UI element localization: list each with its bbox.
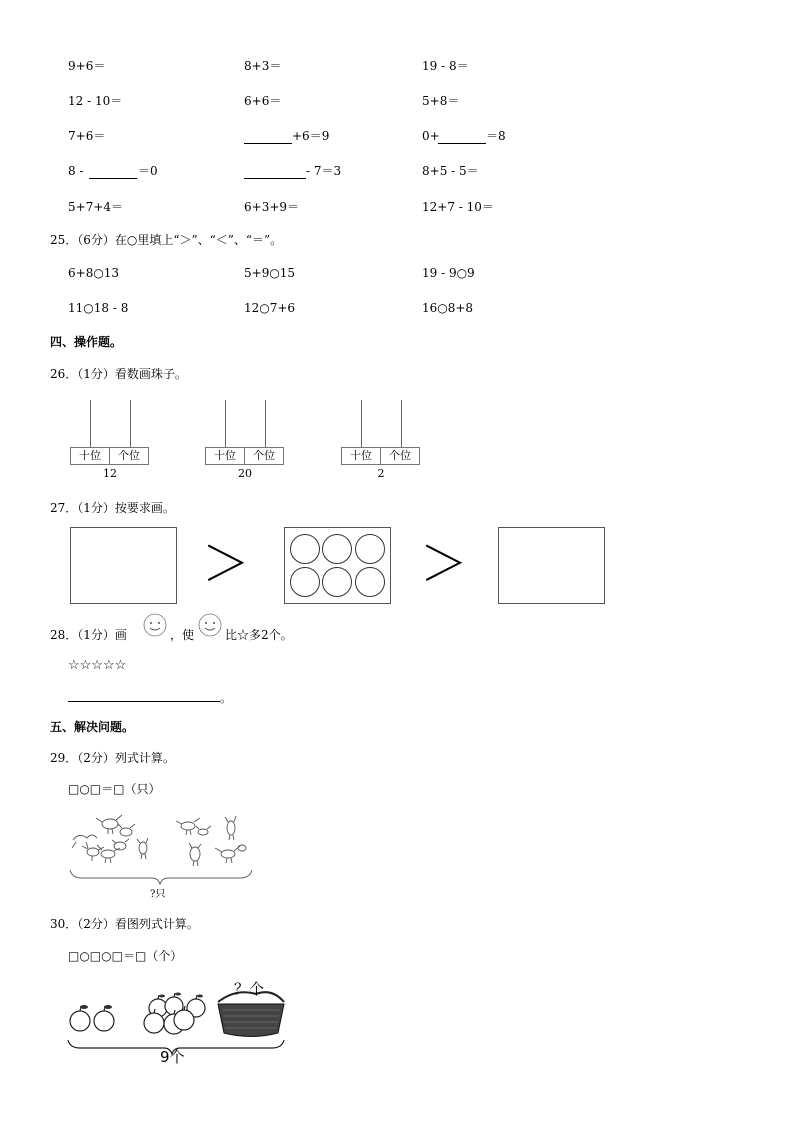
- problem-r4-a-prefix: 8 -: [68, 164, 84, 178]
- answer-blank[interactable]: [438, 128, 486, 144]
- tens-label: 十位: [341, 447, 381, 465]
- tens-label: 十位: [205, 447, 245, 465]
- circle-icon: [322, 534, 352, 564]
- greater-than-symbol: ＞: [202, 536, 251, 592]
- abacus-rod: [90, 400, 91, 447]
- ones-label: 个位: [244, 447, 284, 465]
- compare-r2-c: 16○8+8: [422, 301, 474, 315]
- abacus-rod: [265, 400, 266, 447]
- period-mark: 。: [220, 691, 233, 705]
- compare-r1-a: 6+8○13: [68, 266, 120, 280]
- section-heading-4: 四、操作题。: [50, 335, 123, 349]
- answer-blank[interactable]: [68, 688, 220, 702]
- ones-label: 个位: [380, 447, 420, 465]
- circle-icon: [290, 534, 320, 564]
- abacus-number: 20: [238, 467, 252, 480]
- formula-29: □○□＝□（只）: [68, 782, 161, 796]
- answer-blank[interactable]: [244, 163, 306, 179]
- basket-label: ？个: [234, 980, 265, 998]
- question-26-title: 26．（1分）看数画珠子。: [50, 367, 187, 381]
- problem-r3-c-suffix: ＝8: [486, 129, 506, 143]
- birds-question: ?只: [150, 889, 166, 900]
- drawing-box-right[interactable]: [498, 527, 605, 604]
- abacus-rod: [401, 400, 402, 447]
- compare-r2-a: 11○18 - 8: [68, 301, 129, 315]
- circle-icon: [355, 534, 385, 564]
- problem-r5-a: 5+7+4＝: [68, 200, 124, 214]
- smiley-icon: [198, 613, 222, 637]
- question-28-title-b: ，使: [170, 628, 195, 642]
- problem-r1-c: 19 - 8＝: [422, 59, 469, 73]
- problem-r4-c: 8+5 - 5＝: [422, 164, 479, 178]
- abacus-rod: [130, 400, 131, 447]
- section-heading-5: 五、解决问题。: [50, 720, 135, 734]
- abacus-number: 2: [377, 467, 385, 480]
- problem-r1-a: 9+6＝: [68, 59, 106, 73]
- problem-r3-c-prefix: 0+: [422, 129, 440, 143]
- tens-label: 十位: [70, 447, 110, 465]
- abacus-number: 12: [103, 467, 117, 480]
- circle-icon: [322, 567, 352, 597]
- problem-r4-b: - 7＝3: [306, 164, 342, 178]
- answer-blank[interactable]: [89, 163, 137, 179]
- apples-total: 9个: [160, 1048, 185, 1066]
- drawing-box-left[interactable]: [70, 527, 177, 604]
- problem-r2-a: 12 - 10＝: [68, 94, 123, 108]
- question-29-title: 29．（2分）列式计算。: [50, 751, 175, 765]
- problem-r5-b: 6+3+9＝: [244, 200, 300, 214]
- problem-r1-b: 8+3＝: [244, 59, 282, 73]
- question-25-title: 25．（6分）在○里填上“＞”、“＜”、“＝”。: [50, 233, 283, 247]
- answer-blank[interactable]: [244, 128, 292, 144]
- problem-r2-c: 5+8＝: [422, 94, 460, 108]
- formula-30: □○□○□＝□（个）: [68, 949, 183, 963]
- question-28-title-c: 比☆多2个。: [225, 628, 293, 642]
- circle-icon: [290, 567, 320, 597]
- question-30-title: 30．（2分）看图列式计算。: [50, 917, 199, 931]
- abacus-rod: [225, 400, 226, 447]
- abacus-rod: [361, 400, 362, 447]
- compare-r1-b: 5+9○15: [244, 266, 296, 280]
- problem-r2-b: 6+6＝: [244, 94, 282, 108]
- greater-than-symbol: ＞: [420, 536, 469, 592]
- circle-box: [284, 527, 391, 604]
- problem-r3-a: 7+6＝: [68, 129, 106, 143]
- problem-r5-c: 12+7 - 10＝: [422, 200, 494, 214]
- circle-icon: [355, 567, 385, 597]
- ones-label: 个位: [109, 447, 149, 465]
- question-28-title-a: 28．（1分）画: [50, 628, 127, 642]
- question-27-title: 27．（1分）按要求画。: [50, 501, 175, 515]
- compare-r2-b: 12○7+6: [244, 301, 296, 315]
- smiley-icon: [143, 613, 167, 637]
- star-row: ☆☆☆☆☆: [68, 658, 127, 673]
- compare-r1-c: 19 - 9○9: [422, 266, 475, 280]
- problem-r4-a-suffix: ＝0: [138, 164, 158, 178]
- problem-r3-b: +6＝9: [292, 129, 330, 143]
